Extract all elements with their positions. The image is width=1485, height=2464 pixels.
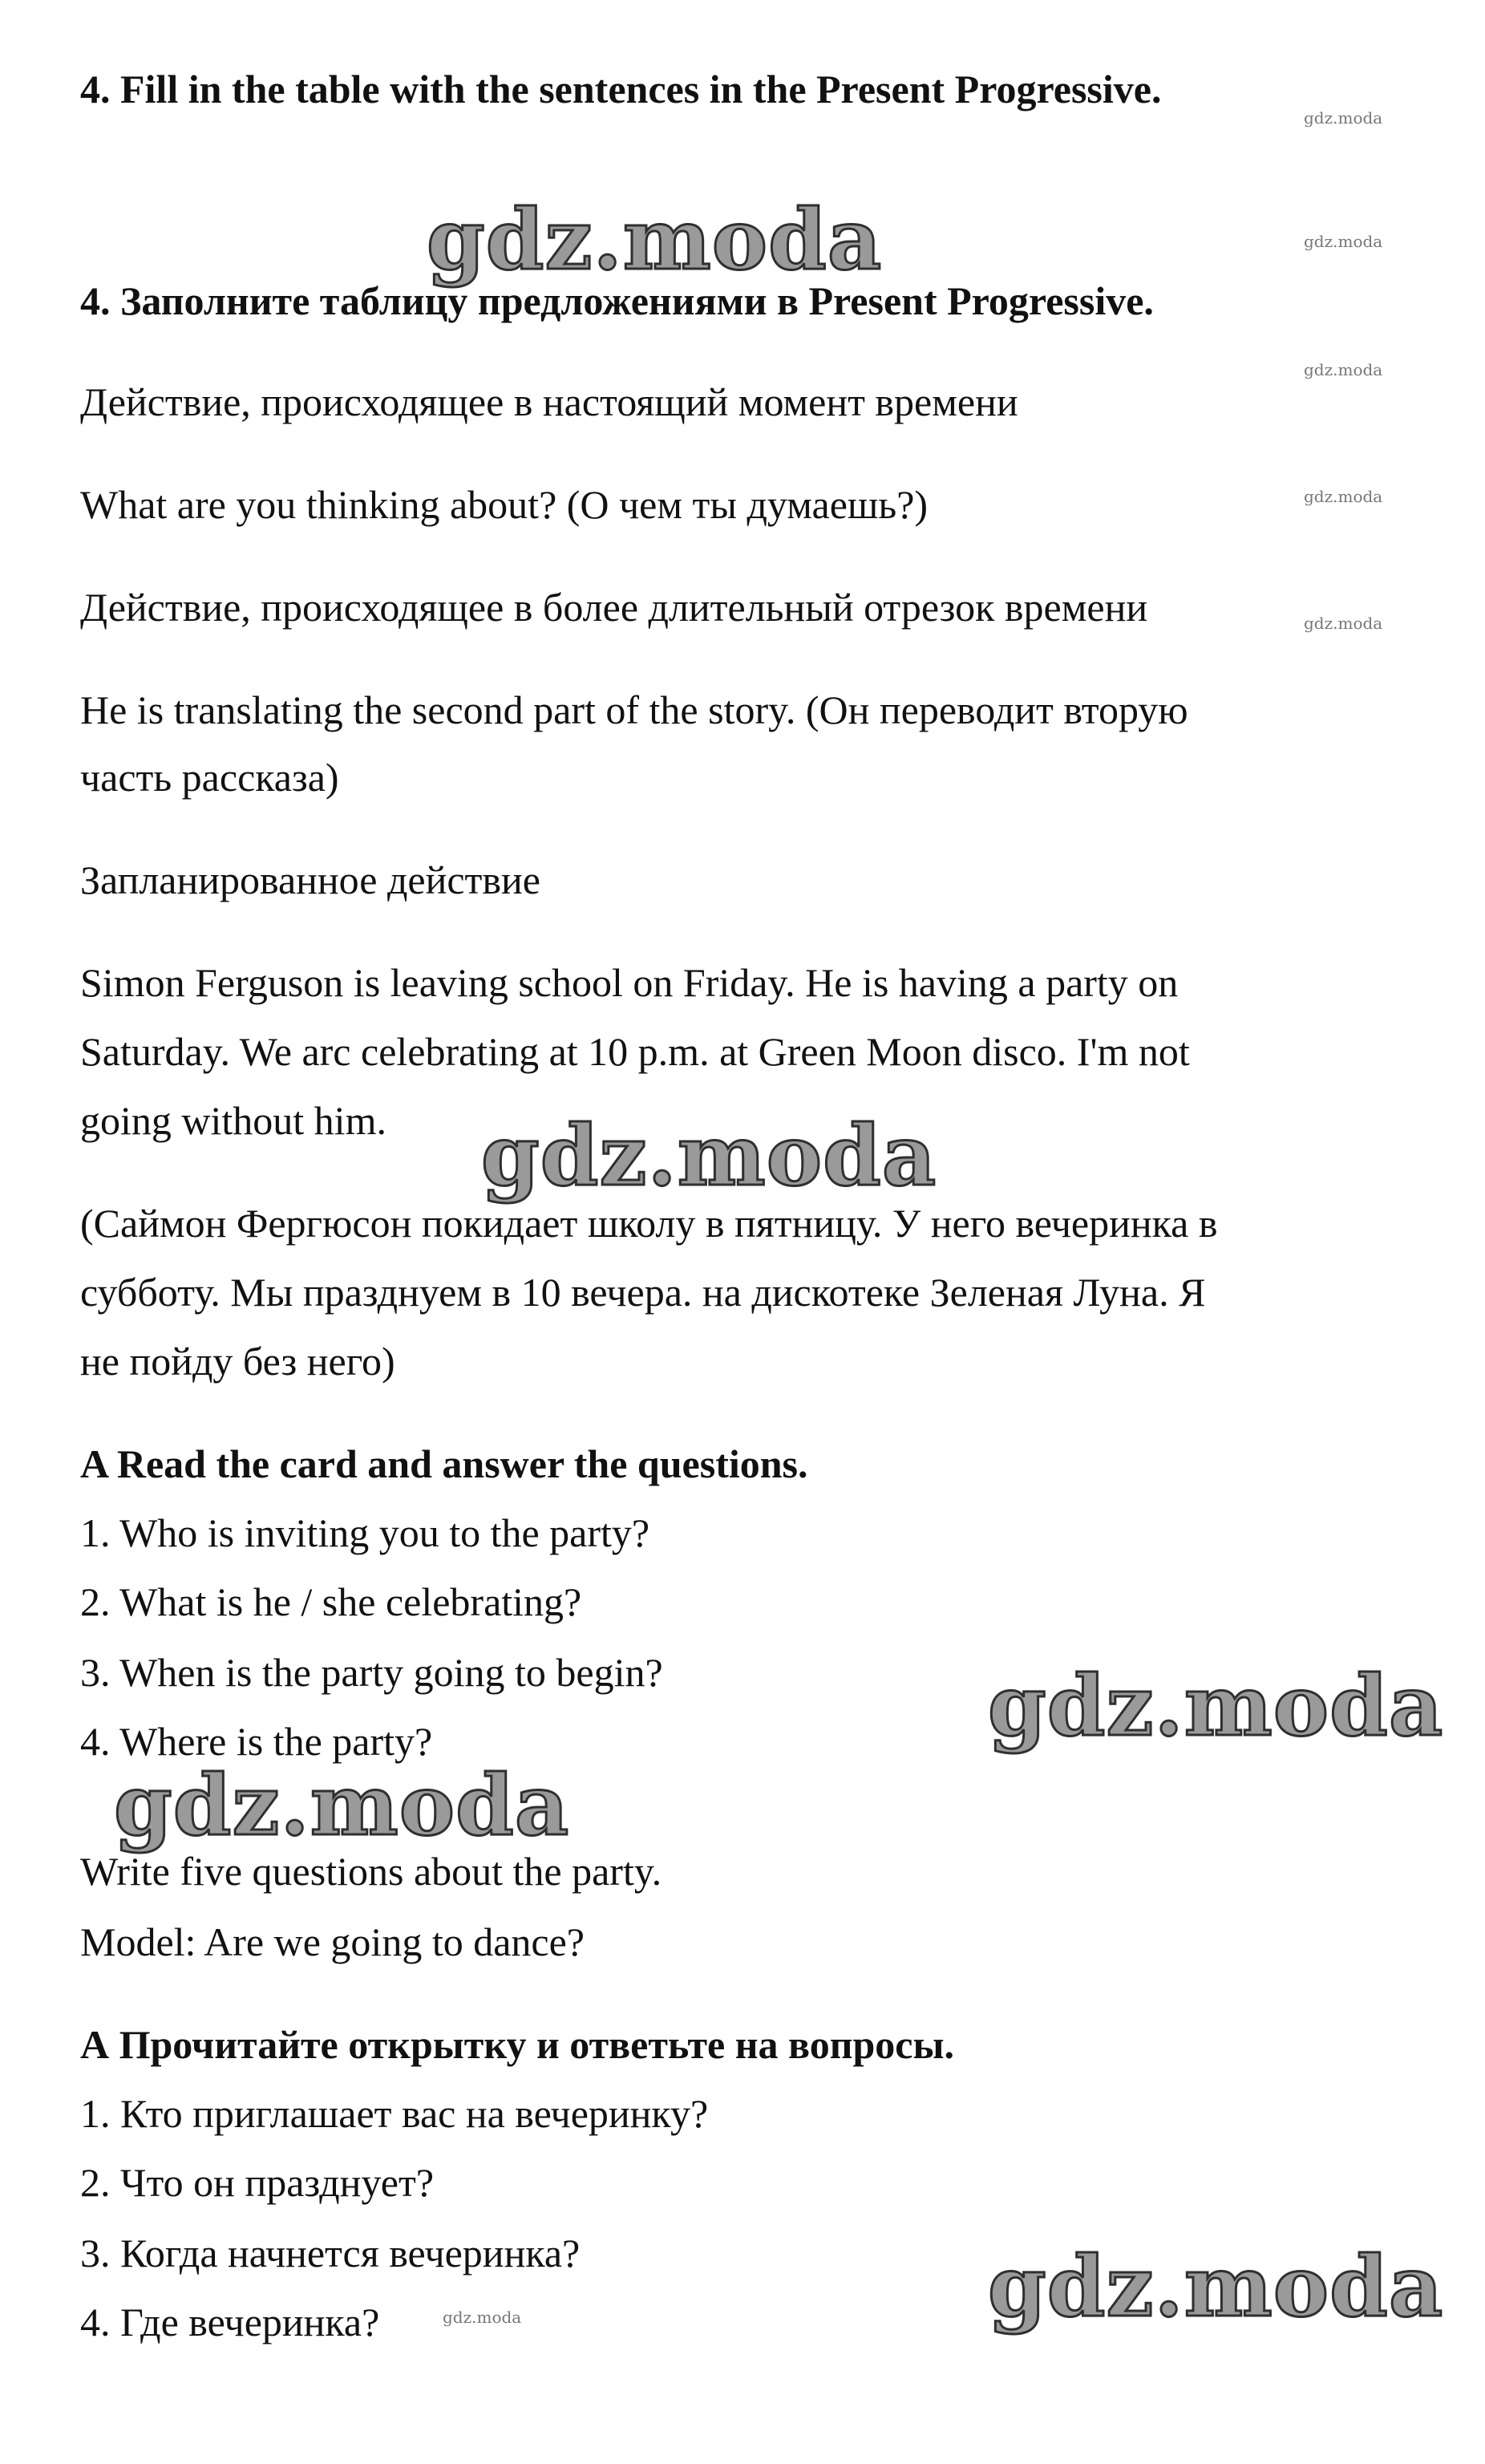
card-task-heading-ru: А Прочитайте открытку и ответьте на вопросы. (80, 2022, 955, 2067)
category-longer-period: Действие, происходящее в более длительный отрезок времени (80, 585, 1148, 630)
example-planned-line-2: Saturday. We arc celebrating at 10 p.m. at Green Moon disco. I'm not (80, 1029, 1190, 1074)
question-2-en: 2. What is he / she celebrating? (80, 1579, 582, 1624)
model-question: Model: Are we going to dance? (80, 1919, 585, 1964)
example-present-moment: What are you thinking about? (О чем ты думаешь?) (80, 482, 929, 527)
card-task-heading-en: A Read the card and answer the questions. (80, 1441, 808, 1486)
question-3-ru: 3. Когда начнется вечеринка? (80, 2231, 581, 2276)
watermark-small: gdz.moda (1304, 108, 1383, 128)
write-questions-task: Write five questions about the party. (80, 1849, 662, 1894)
question-4-ru: 4. Где вечеринка? (80, 2300, 380, 2344)
watermark-logo: gdz.moda (427, 190, 883, 289)
translation-planned-line-3: не пойду без него) (80, 1339, 395, 1384)
exercise-4-heading-ru: 4. Заполните таблицу предложениями в Present Progressive. (80, 278, 1154, 323)
watermark-logo: gdz.moda (988, 1656, 1444, 1755)
example-longer-period-line-2: часть рассказа) (80, 755, 339, 800)
example-longer-period-line-1: He is translating the second part of the story. (Он переводит вторую (80, 687, 1188, 732)
question-1-en: 1. Who is inviting you to the party? (80, 1510, 650, 1555)
translation-planned-line-1: (Саймон Фергюсон покидает школу в пятницу. У него вечеринка в (80, 1201, 1218, 1246)
question-1-ru: 1. Кто приглашает вас на вечеринку? (80, 2091, 709, 2136)
watermark-logo: gdz.moda (114, 1756, 570, 1854)
category-present-moment: Действие, происходящее в настоящий момент времени (80, 379, 1018, 424)
exercise-4-heading-en: 4. Fill in the table with the sentences in the Present Progressive. (80, 67, 1162, 111)
watermark-small: gdz.moda (1304, 232, 1383, 251)
question-2-ru: 2. Что он празднует? (80, 2160, 435, 2205)
example-planned-line-1: Simon Ferguson is leaving school on Friday. He is having a party on (80, 960, 1179, 1005)
watermark-small: gdz.moda (1304, 360, 1383, 379)
watermark-small: gdz.moda (1304, 487, 1383, 506)
translation-planned-line-2: субботу. Мы празднуем в 10 вечера. на дискотеке Зеленая Луна. Я (80, 1270, 1206, 1315)
question-3-en: 3. When is the party going to begin? (80, 1650, 663, 1695)
category-planned-action: Запланированное действие (80, 857, 540, 902)
watermark-small: gdz.moda (443, 2308, 522, 2327)
watermark-logo: gdz.moda (988, 2237, 1444, 2336)
question-4-en: 4. Where is the party? (80, 1719, 433, 1764)
watermark-logo: gdz.moda (481, 1106, 937, 1205)
watermark-small: gdz.moda (1304, 614, 1383, 633)
example-planned-line-3: going without him. (80, 1098, 386, 1143)
